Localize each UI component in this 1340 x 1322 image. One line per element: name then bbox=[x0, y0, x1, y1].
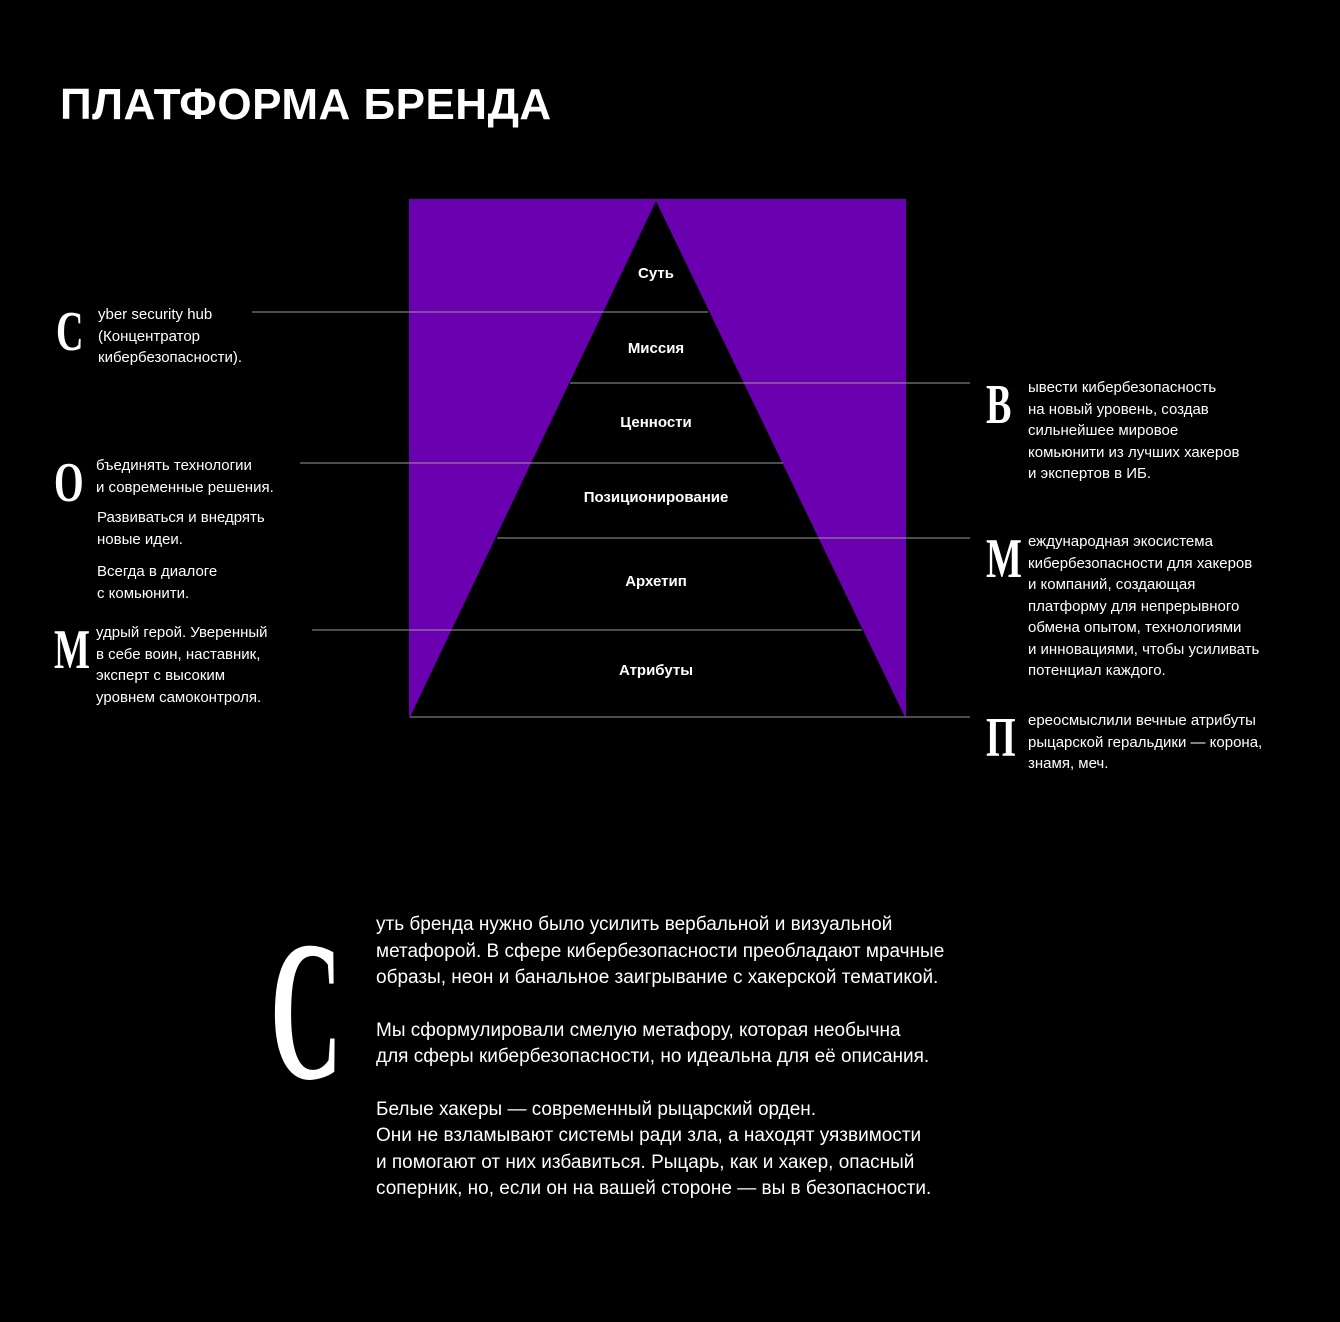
drop-cap: В bbox=[986, 374, 1012, 436]
note-text: yber security hub (Концентратор кибербезопасности). bbox=[98, 306, 243, 366]
note-attributes bbox=[986, 707, 1326, 775]
essay-block bbox=[270, 901, 1070, 1229]
note-archetype bbox=[54, 619, 354, 708]
page-title: ПЛАТФОРМА БРЕНДА bbox=[60, 80, 552, 129]
note-text: бъединять технологии и современные решения. bbox=[96, 457, 274, 496]
level-mission: Миссия bbox=[627, 340, 685, 357]
level-values: Ценности bbox=[620, 414, 692, 431]
note-text: ереосмыслили вечные атрибуты рыцарской геральдики — корона, знамя, меч. bbox=[1028, 712, 1263, 772]
essay-paragraph: уть бренда нужно было усилить вербальной и визуальной метафорой. В сфере кибербезопасности преобладают мрачные образы, неон и банальное заигрывание с хакерской тематикой. bbox=[376, 914, 945, 988]
level-positioning: Позиционирование bbox=[583, 489, 729, 506]
note-essence bbox=[56, 301, 316, 369]
note-text: удрый герой. Уверенный в себе воин, наставник, эксперт с высоким уровнем самоконтроля. bbox=[96, 624, 268, 706]
level-essence: Суть bbox=[638, 265, 674, 282]
note-values bbox=[54, 452, 354, 514]
note-text: еждународная экосистема кибербезопасности для хакеров и компаний, создающая платформу для непрерывного обмена опытом, технологиями и инновациями, чтобы усиливать потенциал каждого. bbox=[1028, 533, 1260, 679]
essay-drop-cap: С bbox=[270, 901, 343, 1122]
drop-cap: М bbox=[986, 528, 1022, 590]
note-positioning bbox=[986, 528, 1326, 682]
drop-cap: М bbox=[54, 619, 90, 681]
drop-cap: П bbox=[986, 707, 1016, 769]
note-values-extra-1: Развиваться и внедрять новые идеи. bbox=[97, 509, 265, 548]
note-values-extra-2: Всегда в диалоге с комьюнити. bbox=[97, 563, 218, 602]
essay-paragraph: Мы сформулировали смелую метафору, которая необычна для сферы кибербезопасности, но идеальна для её описания. bbox=[376, 1019, 930, 1067]
level-attributes: Атрибуты bbox=[618, 662, 694, 679]
note-text: ывести кибербезопасность на новый уровень, создав сильнейшее мировое комьюнити из лучших хакеров и экспертов в ИБ. bbox=[1028, 379, 1240, 482]
drop-cap: C bbox=[56, 301, 84, 363]
drop-cap: О bbox=[54, 452, 84, 514]
essay-paragraph: Белые хакеры — современный рыцарский орден. Они не взламывают системы ради зла, а находят уязвимости и помогают от них избавиться. Рыцарь, как и хакер, опасный соперник, но, если он на вашей стороне — вы в безопасности. bbox=[376, 1098, 932, 1199]
note-mission bbox=[986, 374, 1326, 485]
level-archetype: Архетип bbox=[625, 573, 687, 590]
